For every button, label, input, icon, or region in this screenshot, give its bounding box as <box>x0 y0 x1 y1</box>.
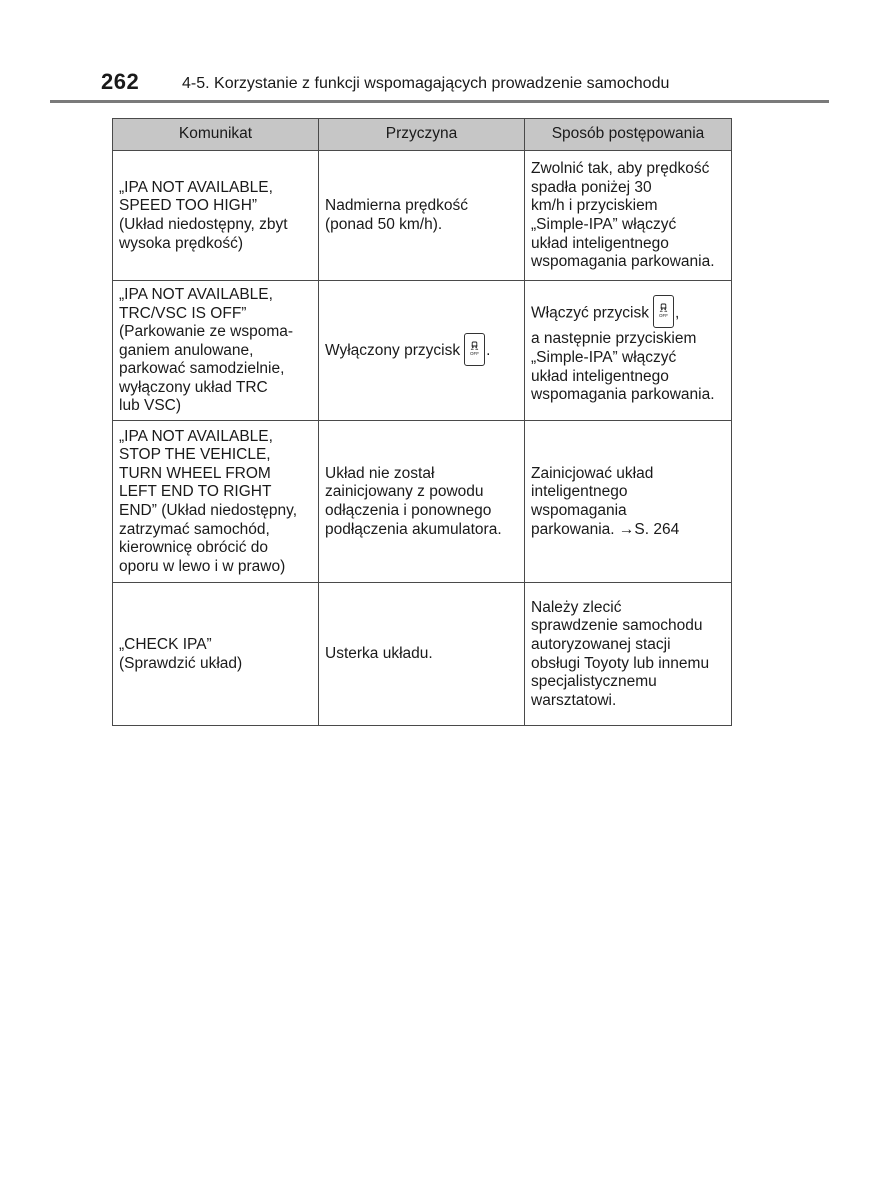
page-number: 262 <box>101 69 140 94</box>
message-cell: „CHECK IPA” (Sprawdzić układ) <box>113 583 319 726</box>
table-row <box>113 151 732 281</box>
icon-off-label: OFF <box>658 313 668 319</box>
action-text: Włączyć przycisk <box>531 304 649 322</box>
column-header-action: Sposób postępowania <box>525 119 732 151</box>
table-header-row <box>113 119 732 151</box>
cause-cell: Nadmierna prędkość (ponad 50 km/h). <box>319 151 525 281</box>
message-cell: „IPA NOT AVAILABLE, SPEED TOO HIGH” (Układ niedostępny, zbyt wysoka prędkość) <box>113 151 319 281</box>
action-cell <box>525 281 732 421</box>
cause-cell: Usterka układu. <box>319 583 525 726</box>
section-title: 4-5. Korzystanie z funkcji wspomagających prowadzenie samochodu <box>182 75 670 92</box>
table-row <box>113 583 732 726</box>
cause-cell: Układ nie został zainicjowany z powodu odłączenia i ponownego podłączenia akumulatora. <box>319 421 525 583</box>
action-cell: Zainicjować układ inteligentnego wspomagania parkowania. →S. 264 <box>525 421 732 583</box>
icon-off-label: OFF <box>470 350 480 356</box>
message-cell: „IPA NOT AVAILABLE, TRC/VSC IS OFF” (Parkowanie ze wspoma- ganiem anulowane, parkować samodzielnie, wyłączony układ TRC lub VSC) <box>113 281 319 421</box>
action-text-suffix: , <box>674 304 680 322</box>
vsc-off-button-icon <box>653 295 674 328</box>
header-divider <box>50 100 829 103</box>
table-row <box>113 281 732 421</box>
column-header-cause: Przyczyna <box>319 119 525 151</box>
message-cell: „IPA NOT AVAILABLE, STOP THE VEHICLE, TURN WHEEL FROM LEFT END TO RIGHT END” (Układ niedostępny, zatrzymać samochód, kierownicę obrócić do oporu w lewo i w prawo) <box>113 421 319 583</box>
message-table <box>112 118 732 726</box>
action-cell: Należy zlecić sprawdzenie samochodu autoryzowanej stacji obsługi Toyoty lub innemu specjalistycznemu warsztatowi. <box>525 583 732 726</box>
table-row <box>113 421 732 583</box>
cause-text-suffix: . <box>486 342 491 360</box>
cause-cell <box>319 281 525 421</box>
action-cell: Zwolnić tak, aby prędkość spadła poniżej 30 km/h i przyciskiem „Simple-IPA” włączyć układ inteligentnego wspomagania parkowania. <box>525 151 732 281</box>
action-text-rest: a następnie przyciskiem „Simple-IPA” włączyć układ inteligentnego wspomagania parkowania. <box>531 330 715 404</box>
column-header-message: Komunikat <box>113 119 319 151</box>
cause-text: Wyłączony przycisk <box>325 342 461 360</box>
vsc-off-button-icon <box>464 333 485 366</box>
